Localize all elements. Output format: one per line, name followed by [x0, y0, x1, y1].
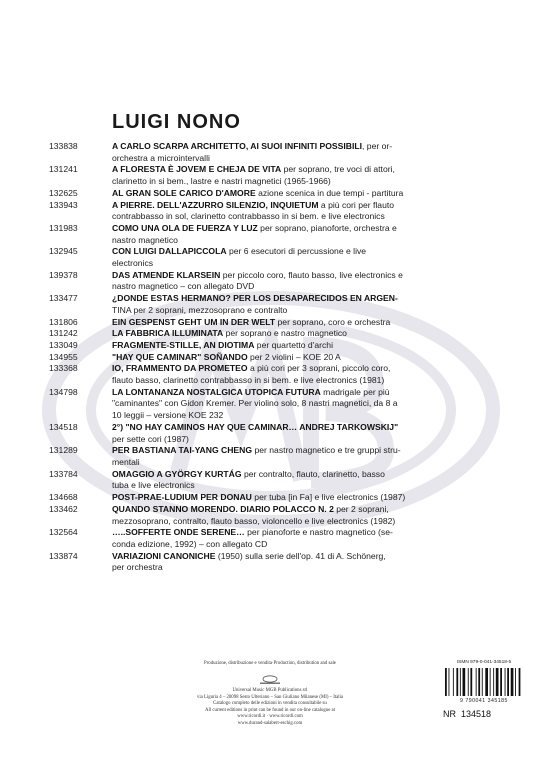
- entry-description: [112, 317, 519, 329]
- catalog-entry: [49, 246, 519, 258]
- entry-number: [49, 258, 112, 270]
- production-note: Produzione, distribuzione e vendita·Production, distribution and sale: [204, 661, 336, 666]
- entry-number: [49, 516, 112, 528]
- catalog-entry: [49, 270, 519, 282]
- entry-description: [112, 492, 519, 504]
- entry-description: [112, 551, 519, 563]
- entry-title: …..SOFFERTE ONDE SERENE…: [112, 527, 245, 538]
- catalog-entry: [49, 445, 519, 457]
- entry-description: [112, 328, 519, 340]
- catalog-entry: [49, 469, 519, 481]
- entry-description: [112, 422, 519, 434]
- entry-number: [49, 410, 112, 422]
- entry-description: [112, 363, 519, 375]
- barcode-bar: [507, 668, 509, 696]
- barcode-bar: [453, 668, 454, 696]
- entry-description: [112, 200, 519, 212]
- entry-title: OMAGGIO A GYÖRGY KURTÁG: [112, 468, 242, 479]
- entry-description: [112, 164, 519, 176]
- entry-title: CON LUIGI DALLAPICCOLA: [112, 246, 227, 257]
- entry-description: conda edizione, 1992) – con allegato CD: [112, 538, 268, 549]
- entry-number: 133368: [49, 363, 78, 374]
- entry-description: TINA per 2 soprani, mezzosoprano e contralto: [112, 304, 288, 315]
- entry-number: 133943: [49, 199, 78, 210]
- entry-description: [112, 270, 519, 282]
- entry-number: [49, 375, 112, 387]
- composer-name: LUIGI NONO: [112, 111, 241, 133]
- entry-detail: per nastro magnetico e tre gruppi stru-: [252, 445, 401, 456]
- entry-detail: (1950) sulla serie dell'op. 41 di A. Schönerg,: [215, 550, 386, 561]
- entry-number: 132564: [49, 527, 78, 538]
- catalog-entry: [49, 422, 519, 434]
- entry-number: 131806: [49, 316, 78, 327]
- entry-number: 134798: [49, 386, 78, 397]
- entry-detail: per soprano, pianoforte, orchestra e: [257, 222, 397, 233]
- catalog-entry-continuation: [49, 410, 519, 422]
- entry-number: 131241: [49, 164, 78, 175]
- entry-detail: per soprano e nastro magnetico: [223, 328, 347, 339]
- entry-description: [112, 445, 519, 457]
- entry-number: 131242: [49, 328, 78, 339]
- entry-description: 10 leggii – versione KOE 232: [112, 410, 224, 421]
- catalog-entry-continuation: [49, 281, 519, 293]
- entry-description: orchestra a microintervalli: [112, 152, 210, 163]
- barcode-bar: [468, 668, 469, 696]
- catalog-entry-continuation: [49, 539, 519, 551]
- entry-description: [112, 141, 519, 153]
- catalog-list: [49, 141, 519, 574]
- entry-detail: per piccolo coro, flauto basso, live electronics e: [220, 269, 403, 280]
- entry-title: IO, FRAMMENTO DA PROMETEO: [112, 363, 248, 374]
- entry-description: [112, 293, 519, 305]
- catalog-entry: [49, 363, 519, 375]
- catalog-entry: [49, 317, 519, 329]
- entry-title: A CARLO SCARPA ARCHITETTO, AI SUOI INFINITI POSSIBILI: [112, 141, 363, 151]
- entry-description: [112, 246, 519, 258]
- entry-title: VARIAZIONI CANONICHE: [112, 550, 216, 561]
- footer: [0, 655, 543, 765]
- catalog-entry-continuation: [49, 305, 519, 317]
- entry-description: flauto basso, clarinetto contrabbasso in si bem. e live electronics (1981): [112, 375, 385, 386]
- entry-detail: a più cori per 3 soprani, piccolo coro,: [247, 363, 391, 374]
- catalog-entry-continuation: [49, 562, 519, 574]
- catalog-entry: [49, 188, 519, 200]
- entry-number: 133462: [49, 503, 78, 514]
- publisher-line: Catalogo completo delle edizioni in vendita consultabile su: [213, 701, 327, 707]
- entry-detail: , per or-: [362, 141, 393, 151]
- publisher-line: www.durand-salabert-eschig.com: [237, 720, 303, 726]
- barcode-bar: [505, 668, 506, 696]
- entry-number: [49, 398, 112, 410]
- catalog-entry: [49, 141, 519, 153]
- catalog-entry-continuation: [49, 375, 519, 387]
- barcode-bar: [496, 668, 499, 696]
- catalog-entry-continuation: [49, 398, 519, 410]
- entry-number: 139378: [49, 269, 78, 280]
- barcode-bar: [445, 668, 447, 696]
- catalog-entry: [49, 340, 519, 352]
- catalog-entry: [49, 387, 519, 399]
- entry-title: QUANDO STANNO MORENDO. DIARIO POLACCO N. 2: [112, 503, 334, 514]
- entry-number: [49, 539, 112, 551]
- publisher-line: All current editions in print can be found in our on-line catalogue at: [204, 707, 335, 713]
- catalog-entry: [49, 293, 519, 305]
- entry-number: [49, 281, 112, 293]
- entry-number: 132625: [49, 187, 78, 198]
- entry-description: mezzosoprano, contralto, flauto basso, violoncello e live electronics (1982): [112, 515, 396, 526]
- catalog-entry: [49, 223, 519, 235]
- entry-number: 133049: [49, 339, 78, 350]
- catalog-entry-continuation: [49, 434, 519, 446]
- catalog-entry-continuation: [49, 235, 519, 247]
- barcode-bar: [493, 668, 494, 696]
- barcode-bar: [460, 668, 461, 696]
- publisher-line: Universal Music MGB Publications srl: [232, 688, 308, 693]
- entry-detail: per contralto, flauto, clarinetto, basso: [241, 468, 385, 479]
- entry-number: [49, 457, 112, 469]
- catalog-entry: [49, 504, 519, 516]
- universal-music-logo: [250, 675, 290, 685]
- entry-description: [112, 469, 519, 481]
- barcode-bar: [490, 668, 491, 696]
- entry-description: [112, 504, 519, 516]
- entry-title: 2°) "NO HAY CAMINOS HAY QUE CAMINAR… ANDREJ TARKOWSKIJ": [112, 421, 399, 432]
- publisher-line: via Liguria 4 – 20098 Sesto Ulteriano – San Giuliano Milanese (MI) – Italia: [196, 694, 344, 700]
- barcode-bar: [500, 668, 502, 696]
- entry-title: "HAY QUE CAMINAR" SOÑANDO: [112, 351, 248, 362]
- entry-detail: per 2 soprani,: [333, 503, 389, 514]
- entry-title: PER BASTIANA TAI-YANG CHENG: [112, 445, 253, 456]
- entry-detail: per pianoforte e nastro magnetico (se-: [244, 527, 393, 538]
- entry-detail: a più cori per flauto: [318, 199, 395, 210]
- entry-title: LA FABBRICA ILLUMINATA: [112, 328, 224, 339]
- entry-detail: per soprano, coro e orchestra: [275, 316, 391, 327]
- barcode-bar: [470, 668, 472, 696]
- barcode-bar: [476, 668, 477, 696]
- catalog-entry: [49, 527, 519, 539]
- catalog-entry: [49, 328, 519, 340]
- entry-title: ¿DONDE ESTAS HERMANO? PER LOS DESAPARECIDOS EN ARGEN-: [112, 293, 398, 304]
- publisher-line: www.ricordi.it · www.ricordi.com: [237, 714, 303, 720]
- entry-number: 134668: [49, 492, 78, 503]
- entry-title: FRAGMENTE-STILLE, AN DIOTIMA: [112, 339, 255, 350]
- catalog-number: NR 134518: [443, 709, 492, 719]
- ismn-label: ISMN 979-0-041-34518-5: [456, 660, 512, 665]
- catalog-entry-continuation: [49, 153, 519, 165]
- barcode-bar: [478, 668, 480, 696]
- entry-title: POST-PRAE-LUDIUM PER DONAU: [112, 492, 252, 503]
- catalog-entry-continuation: [49, 457, 519, 469]
- entry-title: LA LONTANANZA NOSTALGICA UTOPICA FUTURA: [112, 386, 321, 397]
- entry-title: A PIERRE. DELL'AZZURRO SILENZIO, INQUIETUM: [112, 199, 319, 210]
- barcode-bar: [511, 668, 514, 696]
- barcode-bar: [456, 668, 458, 696]
- entry-description: [112, 188, 519, 200]
- entry-description: nastro magnetico – con allegato DVD: [112, 281, 255, 292]
- catalog-entry-continuation: [49, 480, 519, 492]
- entry-description: [112, 527, 519, 539]
- publisher-info: [180, 688, 360, 728]
- barcode-bar: [485, 668, 488, 696]
- entry-description: "caminantes" con Gidon Kremer. Per violino solo, 8 nastri magnetici, da 8 a: [112, 398, 398, 409]
- entry-detail: per quartetto d'archi: [254, 339, 333, 350]
- entry-detail: madrigale per più: [320, 386, 390, 397]
- entry-description: clarinetto in si bem., lastre e nastri magnetici (1965-1966): [112, 176, 331, 187]
- entry-description: [112, 223, 519, 235]
- entry-detail: per 2 violini – KOE 20 A: [247, 351, 341, 362]
- barcode-bar: [519, 668, 521, 696]
- entry-number: 134518: [49, 421, 78, 432]
- entry-description: [112, 352, 519, 364]
- entry-number: 133784: [49, 468, 78, 479]
- entry-number: [49, 305, 112, 317]
- entry-number: [49, 153, 112, 165]
- entry-title: AL GRAN SOLE CARICO D'AMORE: [112, 187, 256, 198]
- catalog-entry: [49, 551, 519, 563]
- entry-detail: per 6 esecutori di percussione e live: [226, 246, 367, 257]
- catalog-entry-continuation: [49, 176, 519, 188]
- entry-number: [49, 176, 112, 188]
- entry-number: 131289: [49, 445, 78, 456]
- entry-description: mentali: [112, 456, 140, 467]
- catalog-entry: [49, 164, 519, 176]
- entry-description: tuba e live electronics: [112, 480, 195, 491]
- barcode-digits: 9 790041 345185: [460, 698, 508, 704]
- catalog-entry: [49, 200, 519, 212]
- entry-description: [112, 340, 519, 352]
- catalog-entry: [49, 492, 519, 504]
- barcode-bar: [463, 668, 466, 696]
- entry-number: 133874: [49, 550, 78, 561]
- entry-description: contrabbasso in sol, clarinetto contrabbasso in si bem. e live electronics: [112, 211, 385, 222]
- entry-description: [112, 387, 519, 399]
- entry-title: COMO UNA OLA DE FUERZA Y LUZ: [112, 222, 258, 233]
- entry-number: 133838: [49, 141, 78, 151]
- barcode-bar: [482, 668, 483, 696]
- entry-detail: per soprano, tre voci di attori,: [281, 164, 395, 175]
- entry-title: A FLORESTA È JOVEM E CHEJA DE VITA: [112, 164, 282, 175]
- catalog-entry: [49, 352, 519, 364]
- catalog-entry-continuation: [49, 211, 519, 223]
- entry-description: electronics: [112, 258, 154, 269]
- entry-title: EIN GESPENST GEHT UM IN DER WELT: [112, 316, 276, 327]
- entry-number: 131983: [49, 222, 78, 233]
- entry-number: [49, 235, 112, 247]
- entry-number: [49, 211, 112, 223]
- catalog-entry-continuation: [49, 258, 519, 270]
- barcode-bar: [515, 668, 516, 696]
- entry-number: [49, 562, 112, 574]
- entry-number: [49, 480, 112, 492]
- entry-detail: per tuba [in Fa] e live electronics (1987): [251, 492, 406, 503]
- barcode: [443, 668, 525, 696]
- entry-detail: azione scenica in due tempi - partitura: [255, 187, 404, 198]
- entry-description: per sette cori (1987): [112, 433, 189, 444]
- entry-number: 132945: [49, 246, 78, 257]
- entry-description: nastro magnetico: [112, 234, 178, 245]
- catalog-entry-continuation: [49, 516, 519, 528]
- entry-number: 133477: [49, 293, 78, 304]
- entry-number: 134955: [49, 351, 78, 362]
- entry-title: DAS ATMENDE KLARSEIN: [112, 269, 221, 280]
- barcode-bar: [449, 668, 450, 696]
- entry-description: per orchestra: [112, 562, 163, 573]
- entry-number: [49, 434, 112, 446]
